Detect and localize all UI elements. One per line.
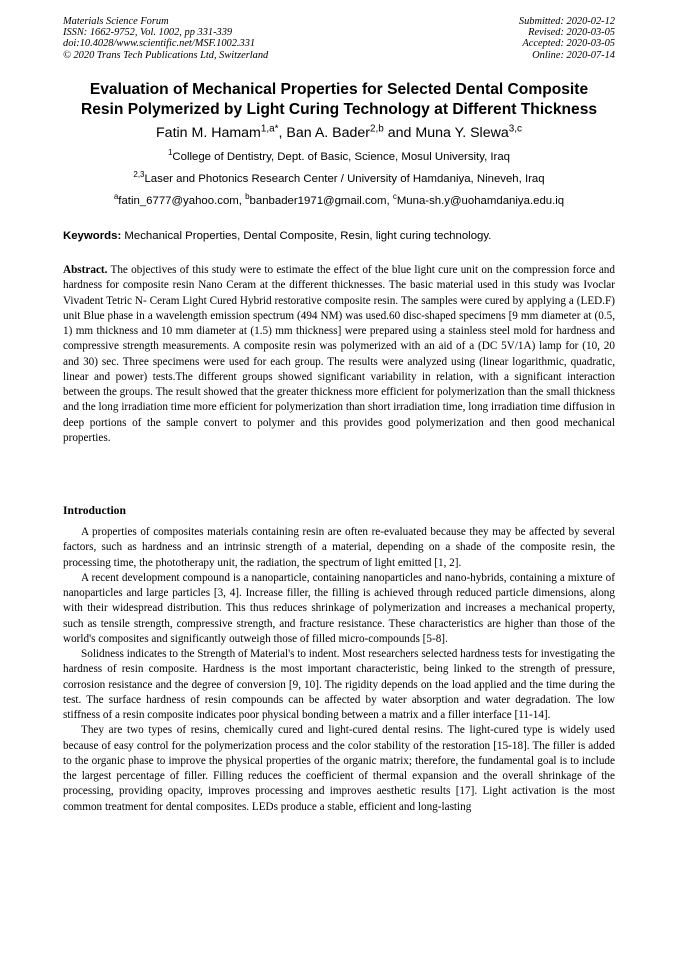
affiliation-2-text: Laser and Photonics Research Center / University of Hamdaniya, Nineveh, Iraq — [144, 173, 545, 185]
journal-header-left — [63, 16, 363, 61]
author-1: Fatin M. Hamam — [156, 125, 261, 141]
author-list — [40, 124, 638, 142]
email-b[interactable]: banbader1971@gmail.com, — [249, 195, 393, 207]
copyright-line: © 2020 Trans Tech Publications Ltd, Switzerland — [63, 49, 269, 61]
author-1-sup: 1,a* — [260, 123, 279, 135]
title-line-2: Resin Polymerized by Light Curing Technology at Different Thickness — [80, 101, 598, 118]
email-c[interactable]: Muna-sh.y@uohamdaniya.edu.iq — [396, 195, 565, 207]
paper-title — [40, 80, 638, 120]
intro-paragraph-3: Solidness indicates to the Strength of Material's to indent. Most researchers selected hardness tests for investigating the hardness of resin composite. Hardness is the most important characteristic, being linked to the strength of pressure, corrosion resistance and the degree of conversion [9, 10]. The rigidity depends on the load applied and the time during the test. The surface hardness of resin compounds can be affected by water absorption and water degradation. The low stiffness of a resin composite indicates poor physical bonding between a matrix and a filler interface [11-14]. — [63, 648, 615, 721]
author-3-sup: 3,c — [508, 123, 522, 135]
author-2: Ban A. Bader — [286, 125, 371, 141]
title-line-1: Evaluation of Mechanical Properties for Selected Dental Composite — [89, 81, 589, 98]
abstract-paragraph — [63, 263, 615, 446]
abstract-text: The objectives of this study were to estimate the effect of the blue light cure unit on the compression force and hardness for composite resin Nano Ceram at the different thicknesses. The basic material used in this study was Ivoclar Vivadent Tetric N- Ceram Light Cured Hybrid restorative composite resin. The samples were cured by applying a (LED.F) unit Blue phase in a wavelength emission spectrum (494 NM) was used.60 disc-shaped specimens [9 mm diameter at (0.5, 1) mm thickness and 10 mm diameter at (1.5) mm thickness] were prepared using a stainless steel mold for hardness and compressive strength measurements. A composite resin was polymerized with an aid of a (DC 5V/1A) lamp for (10, 20 and 30) sec. Three specimens were used for each group. The results were analyzed using (linear logarithmic, quadratic, linear and power) tests.The different groups showed significant variability in relation, with a significant interaction between the groups. The result showed that the greater thickness more efficient for polymerization than the small thickness and the long irradiation time more efficient for polymerization than short irradiation time, long irradiation time diffusion in deep portions of the sample convert to polymer and this provides good polymerization and then good mechanical properties. — [63, 264, 615, 444]
affiliation-2-sup: 2,3 — [133, 170, 145, 180]
email-a-sup: a — [113, 192, 119, 202]
submitted-date: Submitted: 2020-02-12 — [518, 16, 615, 27]
author-separator: , — [278, 125, 287, 141]
intro-paragraph-2: A recent development compound is a nanoparticle, containing nanoparticles and nano-hybrids, containing a mixture of nanoparticles and large particles [3, 4]. Increase filler, the filling is achieved through reduced particle dimensions, along with their widespread distribution. This thus reduces shrinkage of polymerization and increases a mechanical property, such as tensile strength, compressive strength, and fracture resistance. These characteristics are higher than those of the world's composites and significantly outweigh those of filled micro-compounds [5-8]. — [63, 571, 615, 645]
author-3: Muna Y. Slewa — [415, 125, 509, 141]
keywords-text: Mechanical Properties, Dental Composite, Resin, light curing technology. — [121, 230, 492, 242]
author-separator: and — [383, 125, 416, 141]
email-a[interactable]: fatin_6777@yahoo.com, — [118, 195, 246, 207]
journal-name: Materials Science Forum — [63, 16, 169, 27]
introduction-body — [63, 525, 615, 815]
author-emails — [40, 194, 638, 208]
affiliation-1 — [40, 150, 638, 164]
keywords-line — [63, 229, 623, 243]
email-c-sup: c — [392, 192, 397, 202]
email-b-sup: b — [245, 192, 250, 202]
journal-header-right — [355, 16, 615, 61]
intro-paragraph-1: A properties of composites materials containing resin are often re-evaluated because they may be affected by several factors, such as hardness and an intrinsic strength of a material, depending on a shade of the composite resin, the processing time, the phototherapy unit, the radiation, the spectrum of light emitted [1, 2]. — [63, 526, 615, 569]
affiliation-2 — [40, 172, 638, 186]
author-2-sup: 2,b — [370, 123, 384, 135]
keywords-label: Keywords: — [63, 230, 122, 242]
introduction-heading: Introduction — [63, 504, 126, 517]
online-date: Online: 2020-07-14 — [532, 49, 615, 61]
issn-line: ISSN: 1662-9752, Vol. 1002, pp 331-339 — [63, 27, 233, 39]
revised-date: Revised: 2020-03-05 — [528, 27, 615, 39]
abstract-label: Abstract. — [63, 264, 108, 276]
intro-paragraph-4: They are two types of resins, chemically cured and light-cured dental resins. The light-cured type is widely used because of easy control for the polymerization process and the color stability of the restoration [15-18]. The filler is added to the organic phase to improve the physical properties of the organic matrix; therefore, the fundamental goal is to include the largest percentage of filler. Filling reduces the coefficient of thermal expansion and the overall shrinkage of the processing, providing opacity, improves processing and improves aesthetic results [17]. Light activation is the most common treatment for dental composites. LEDs produce a stable, efficient and long-lasting — [63, 724, 615, 813]
affiliation-1-text: College of Dentistry, Dept. of Basic, Science, Mosul University, Iraq — [172, 151, 511, 163]
accepted-date: Accepted: 2020-03-05 — [522, 38, 615, 50]
doi-line[interactable]: doi:10.4028/www.scientific.net/MSF.1002.331 — [63, 38, 256, 50]
affiliation-1-sup: 1 — [167, 148, 173, 158]
